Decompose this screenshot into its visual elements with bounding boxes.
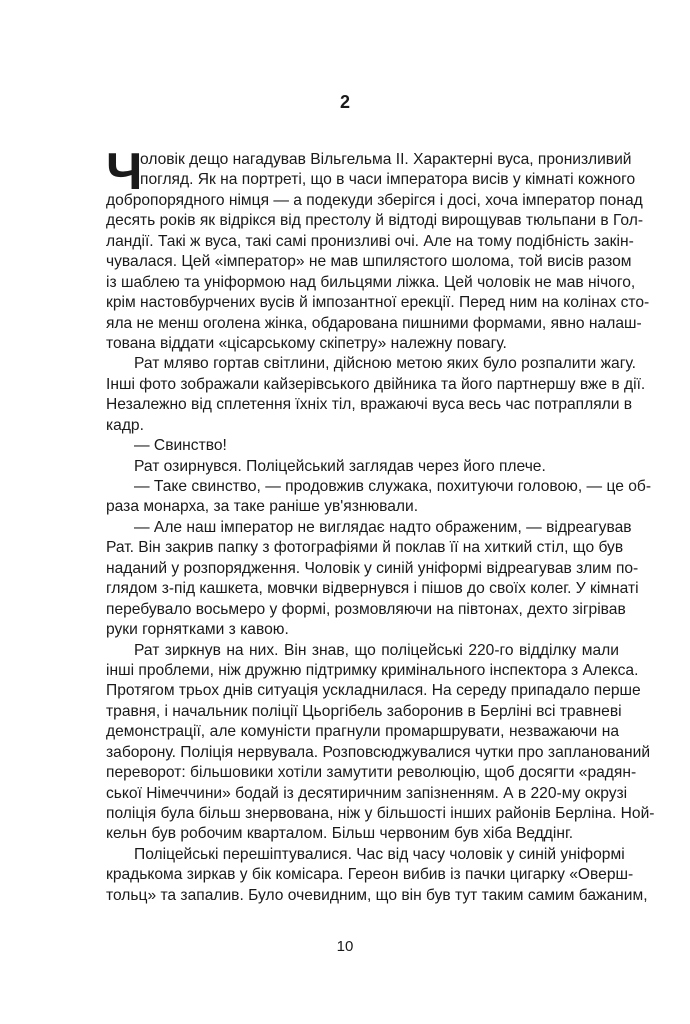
text-line: крадькома зиркав у бік комісара. Гереон вибив із пачки цигарку «Оверш- xyxy=(106,866,634,884)
text-line: крім настовбурчених вусів й імпозантної ерекції. Перед ним на колінах сто- xyxy=(106,294,650,312)
text-line: травня, і начальник поліції Цьоргібель заборонив в Берліні всі травневі xyxy=(106,702,622,720)
text-line: — Таке свинство, — продовжив служака, похитуючи головою, — це об- xyxy=(134,478,652,495)
text-line: Рат мляво гортав світлини, дійсною метою яких було розпалити жагу. xyxy=(134,355,636,373)
text-line: руки горнятками з кавою. xyxy=(106,621,289,639)
text-line: — Але наш імператор не виглядає надто ображеним, — відреагував xyxy=(134,518,632,536)
text-line: інші проблеми, ніж дружню підтримку кримінального інспектора з Алекса. xyxy=(106,661,639,679)
text-line: Протягом трьох днів ситуація ускладнилася. На середу припадало перше xyxy=(106,682,641,700)
chapter-number: 2 xyxy=(339,92,350,112)
text-line: чувалася. Цей «імператор» не мав шпилястого шолома, той висів разом xyxy=(106,253,632,271)
text-line: оловік дещо нагадував Вільгельма II. Характерні вуса, пронизливий xyxy=(140,151,632,168)
text-line: добропорядного німця — а подекуди зберігся і досі, хоча імператор понад xyxy=(106,191,643,209)
text-line: погляд. Як на портреті, що в часи імператора висів у кімнаті кожного xyxy=(140,171,636,189)
text-line: яла не менш оголена жінка, обдарована пишними формами, явно налаш- xyxy=(106,314,642,332)
text-line: десять років як відрікся від престолу й відтоді вирощував тюльпани в Гол- xyxy=(106,212,644,230)
text-line: кельн був робочим кварталом. Більш червоним був хіба Веддінг. xyxy=(106,825,574,843)
text-line: Незалежно від сплетення їхніх тіл, вражаючі вуса весь час потрапляли в xyxy=(106,396,633,414)
text-line: Рат. Він закрив папку з фотографіями й поклав її на хиткий стіл, що був xyxy=(106,539,624,557)
text-line: тольц» та запалив. Було очевидним, що він був тут таким самим бажаним, xyxy=(106,886,648,904)
text-line: ландії. Такі ж вуса, такі самі пронизливі очі. Але на тому подібність закін- xyxy=(106,232,634,250)
text-line: раза монарха, за таке раніше ув'язнювали. xyxy=(106,498,419,516)
drop-cap: Ч xyxy=(106,143,142,201)
text-line: — Свинство! xyxy=(134,437,227,455)
text-line: наданий у розпорядження. Чоловік у синій уніформі відреагував злим по- xyxy=(106,559,639,577)
text-line: із шаблею та уніформою над бильцями ліжка. Цей чоловік не мав нічого, xyxy=(106,273,636,291)
text-line: демонстрації, але комуністи прагнули промаршрувати, незважаючи на xyxy=(106,723,619,741)
text-line: переворот: більшовики хотіли замутити революцію, щоб досягти «радян- xyxy=(106,764,637,782)
text-line: Рат зиркнув на них. Він знав, що поліцейські 220-го відділку мали xyxy=(134,641,619,659)
text-line: глядом з-під кашкета, мовчки відвернувся і пішов до своїх колег. У кімнаті xyxy=(106,580,639,598)
text-line: перебувало восьмеро у формі, розмовляючи на півтонах, дехто зігрівав xyxy=(106,600,626,618)
text-line: заборону. Поліція нервувала. Розповсюджувалися чутки про запланований xyxy=(106,743,651,761)
text-line: тована віддати «цісарському скіпетру» належну повагу. xyxy=(106,334,507,352)
text-line: Інші фото зображали кайзерівського двійника та його партнершу вже в дії. xyxy=(106,375,646,393)
body-text xyxy=(106,143,655,906)
text-line: Рат озирнувся. Поліцейський заглядав через його плече. xyxy=(134,457,546,475)
text-line: поліція була більш знервована, ніж у більшості інших районів Берліна. Ной- xyxy=(106,805,655,822)
text-line: Поліцейські перешіптувалися. Час від часу чоловік у синій уніформі xyxy=(134,845,625,863)
text-line: кадр. xyxy=(106,416,144,434)
page-number: 10 xyxy=(336,938,354,955)
text-line: ської Німеччини» бодай із десятиричним запізненням. А в 220-му окрузі xyxy=(106,784,628,802)
